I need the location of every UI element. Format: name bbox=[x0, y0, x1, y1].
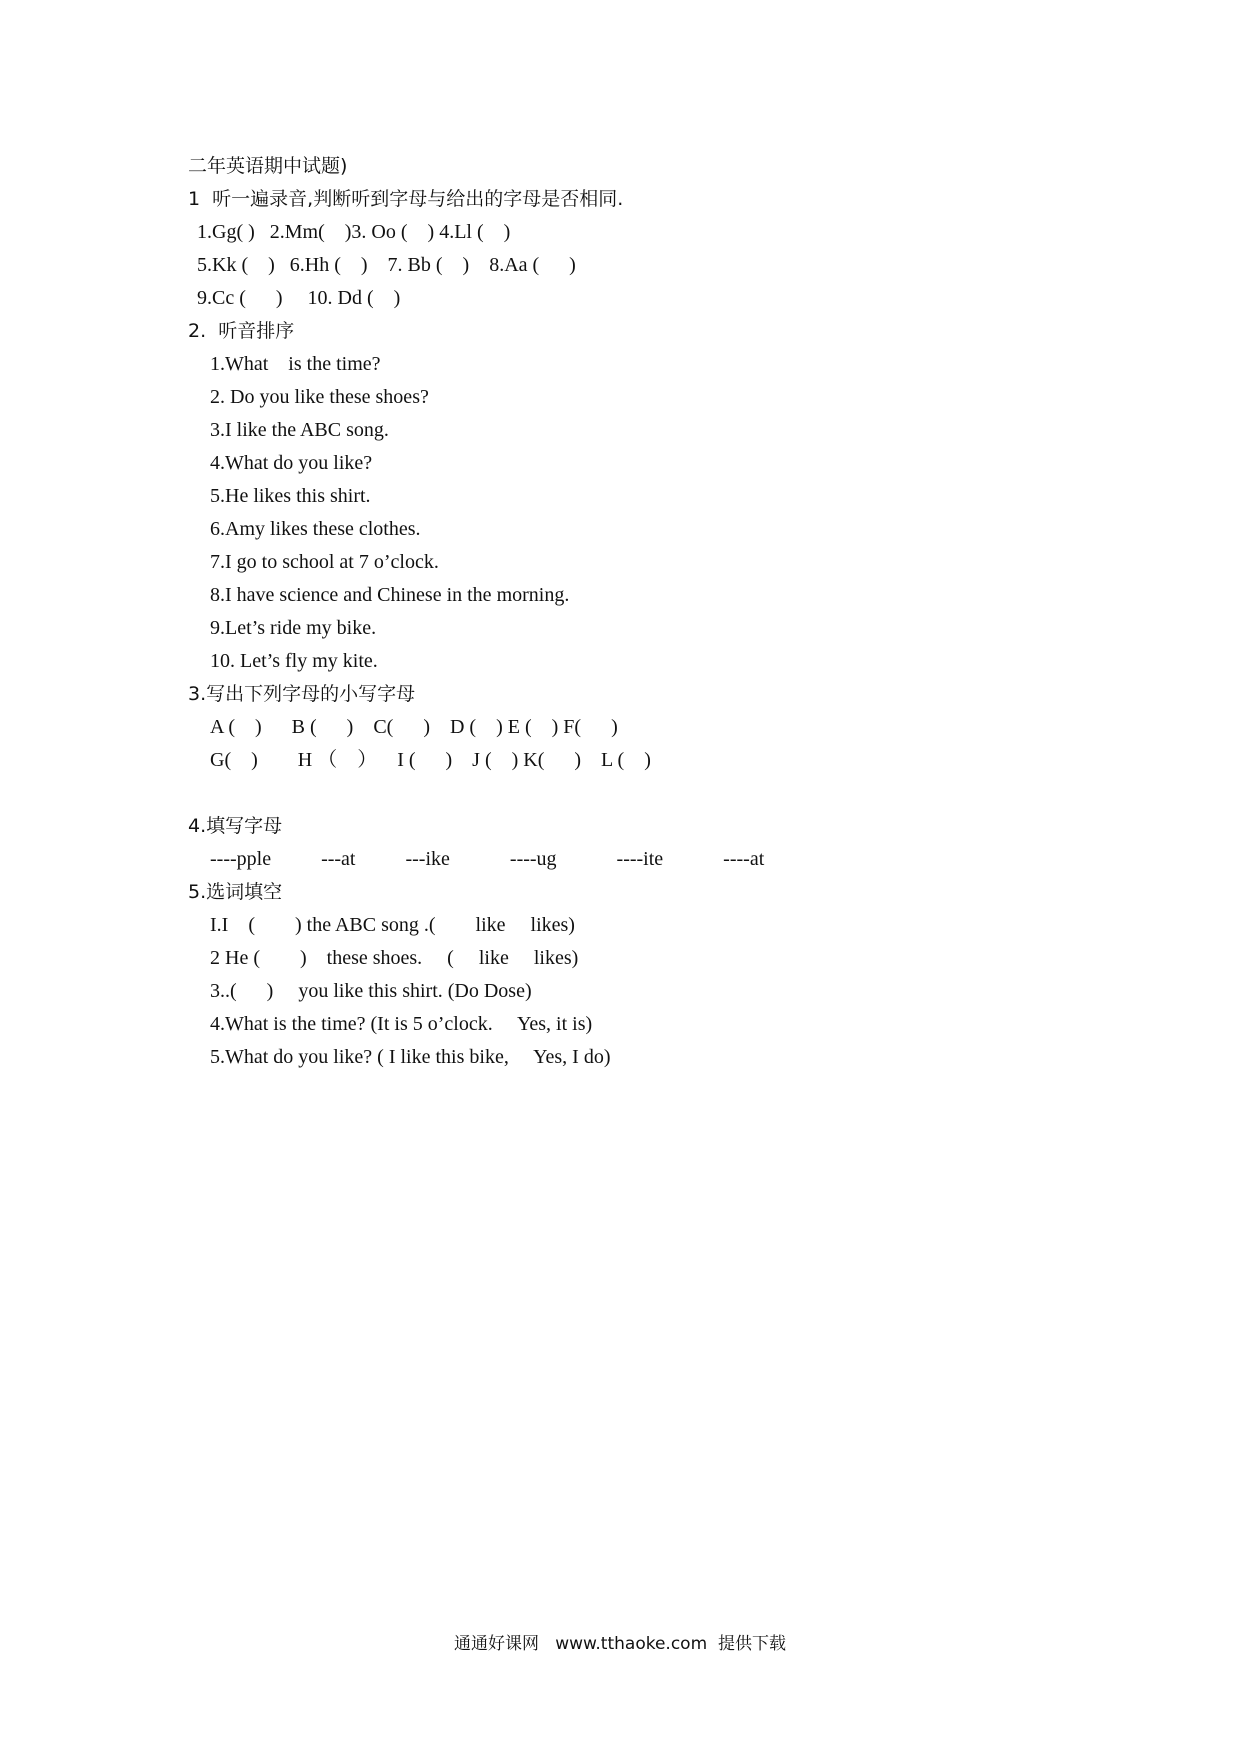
document-title: 二年英语期中试题) bbox=[188, 155, 348, 177]
list-item: 4.What do you like? bbox=[210, 452, 373, 474]
list-item: 7.I go to school at 7 o’clock. bbox=[210, 551, 439, 573]
page-footer: 通通好课网 www.tthaoke.com 提供下载 bbox=[454, 1634, 786, 1654]
section-1-row: 9.Cc ( ) 10. Dd ( ) bbox=[192, 287, 401, 309]
list-item: 2. Do you like these shoes? bbox=[210, 386, 429, 408]
section-3-heading: 3.写出下列字母的小写字母 bbox=[188, 683, 416, 705]
list-item: 9.Let’s ride my bike. bbox=[210, 617, 377, 639]
list-item: 10. Let’s fly my kite. bbox=[210, 650, 378, 672]
list-item: 3.I like the ABC song. bbox=[210, 419, 389, 441]
section-2-heading: 2. 听音排序 bbox=[188, 320, 295, 342]
list-item: 5.He likes this shirt. bbox=[210, 485, 371, 507]
list-item: 5.What do you like? ( I like this bike, Yes, I do) bbox=[210, 1046, 611, 1068]
section-1-heading: 1 听一遍录音,判断听到字母与给出的字母是否相同. bbox=[188, 188, 624, 210]
list-item: 4.What is the time? (It is 5 o’clock. Yes, it is) bbox=[210, 1013, 593, 1035]
list-item: 8.I have science and Chinese in the morning. bbox=[210, 584, 570, 606]
list-item: 2 He ( ) these shoes. ( like likes) bbox=[210, 947, 579, 969]
section-5-heading: 5.选词填空 bbox=[188, 881, 283, 903]
list-item: 1.What is the time? bbox=[210, 353, 381, 375]
list-item: 3..( ) you like this shirt. (Do Dose) bbox=[210, 980, 532, 1002]
list-item: I.I ( ) the ABC song .( like likes) bbox=[210, 914, 575, 936]
section-4-heading: 4.填写字母 bbox=[188, 815, 283, 837]
section-1-row: 1.Gg( ) 2.Mm( )3. Oo ( ) 4.Ll ( ) bbox=[192, 221, 511, 243]
section-1-row: 5.Kk ( ) 6.Hh ( ) 7. Bb ( ) 8.Aa ( ) bbox=[192, 254, 576, 276]
fill-letter-row: ----pple ---at ---ike ----ug ----ite ----at bbox=[210, 848, 765, 870]
letter-row: G( ) H （ ） I ( ) J ( ) K( ) L ( ) bbox=[210, 749, 651, 771]
letter-row: A ( ) B ( ) C( ) D ( ) E ( ) F( ) bbox=[210, 716, 618, 738]
list-item: 6.Amy likes these clothes. bbox=[210, 518, 421, 540]
